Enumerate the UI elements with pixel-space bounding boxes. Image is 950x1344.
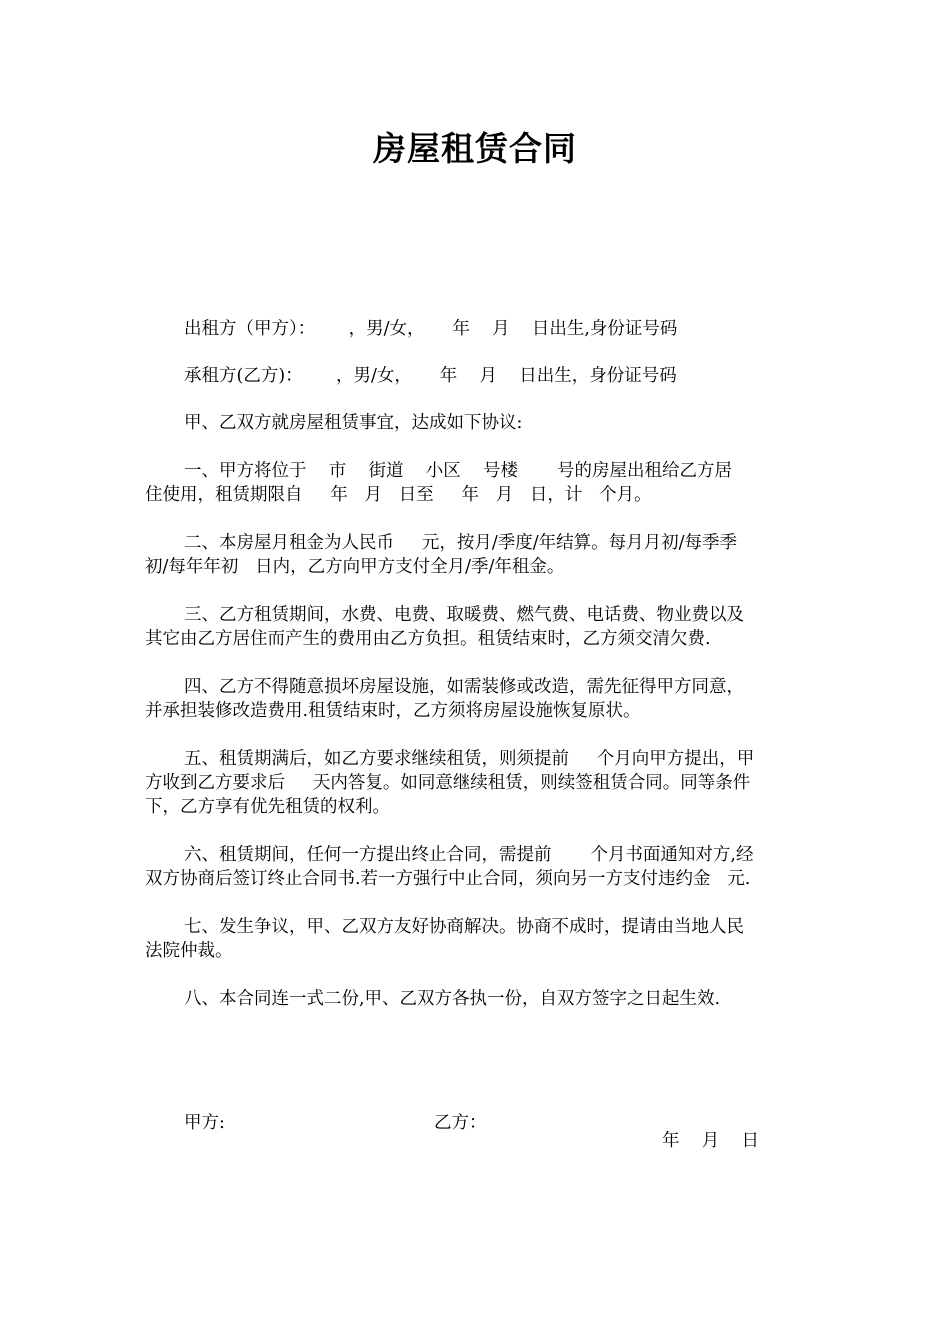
- clause-4-line-2: 并承担装修改造费用.租赁结束时，乙方须将房屋设施恢复原状。: [145, 701, 641, 721]
- clause-6-line-1: 六、租赁期间，任何一方提出终止合同，需提前 个月书面通知对方,经: [184, 845, 754, 865]
- clause-5-line-1: 五、租赁期满后，如乙方要求继续租赁，则须提前 个月向甲方提出，甲: [184, 749, 755, 769]
- party-b-signature-label: 乙方：: [434, 1113, 487, 1133]
- intro-line: 甲、乙双方就房屋租赁事宜，达成如下协议:: [184, 413, 523, 433]
- clause-1-line-1: 一、甲方将位于 市 街道 小区 号楼 号的房屋出租给乙方居: [184, 461, 732, 481]
- clause-4-line-1: 四、乙方不得随意损坏房屋设施，如需装修或改造，需先征得甲方同意，: [184, 677, 744, 697]
- clause-7-line-1: 七、发生争议，甲、乙双方友好协商解决。协商不成时，提请由当地人民: [184, 917, 744, 937]
- clause-8-line: 八、本合同连一式二份,甲、乙双方各执一份，自双方签字之日起生效.: [184, 989, 721, 1009]
- clause-5-line-3: 下，乙方享有优先租赁的权利。: [145, 797, 390, 817]
- clause-5-line-2: 方收到乙方要求后 天内答复。如同意继续租赁，则续签租赁合同。同等条件: [145, 773, 751, 793]
- clause-6-line-2: 双方协商后签订终止合同书.若一方强行中止合同，须向另一方支付违约金 元.: [145, 869, 751, 889]
- lessee-line: 承租方(乙方)： ，男/女， 年 月 日出生，身份证号码: [184, 366, 677, 386]
- clause-3-line-2: 其它由乙方居住而产生的费用由乙方负担。租赁结束时，乙方须交清欠费.: [145, 629, 711, 649]
- signing-date: 年 月 日: [662, 1131, 760, 1151]
- party-a-signature-label: 甲方:: [184, 1113, 225, 1133]
- clause-2-line-1: 二、本房屋月租金为人民币 元，按月/季度/年结算。每月月初/每季季: [184, 533, 737, 553]
- clause-7-line-2: 法院仲裁。: [145, 941, 233, 961]
- clause-3-line-1: 三、乙方租赁期间，水费、电费、取暖费、燃气费、电话费、物业费以及: [184, 605, 744, 625]
- clause-2-line-2: 初/每年年初 日内，乙方向甲方支付全月/季/年租金。: [145, 557, 565, 577]
- document-title: 房屋租赁合同: [373, 129, 577, 168]
- lessor-line: 出租方（甲方）： ，男/女， 年 月 日出生,身份证号码: [184, 319, 678, 339]
- clause-1-line-2: 住使用，租赁期限自 年 月 日至 年 月 日，计 个月。: [145, 485, 652, 505]
